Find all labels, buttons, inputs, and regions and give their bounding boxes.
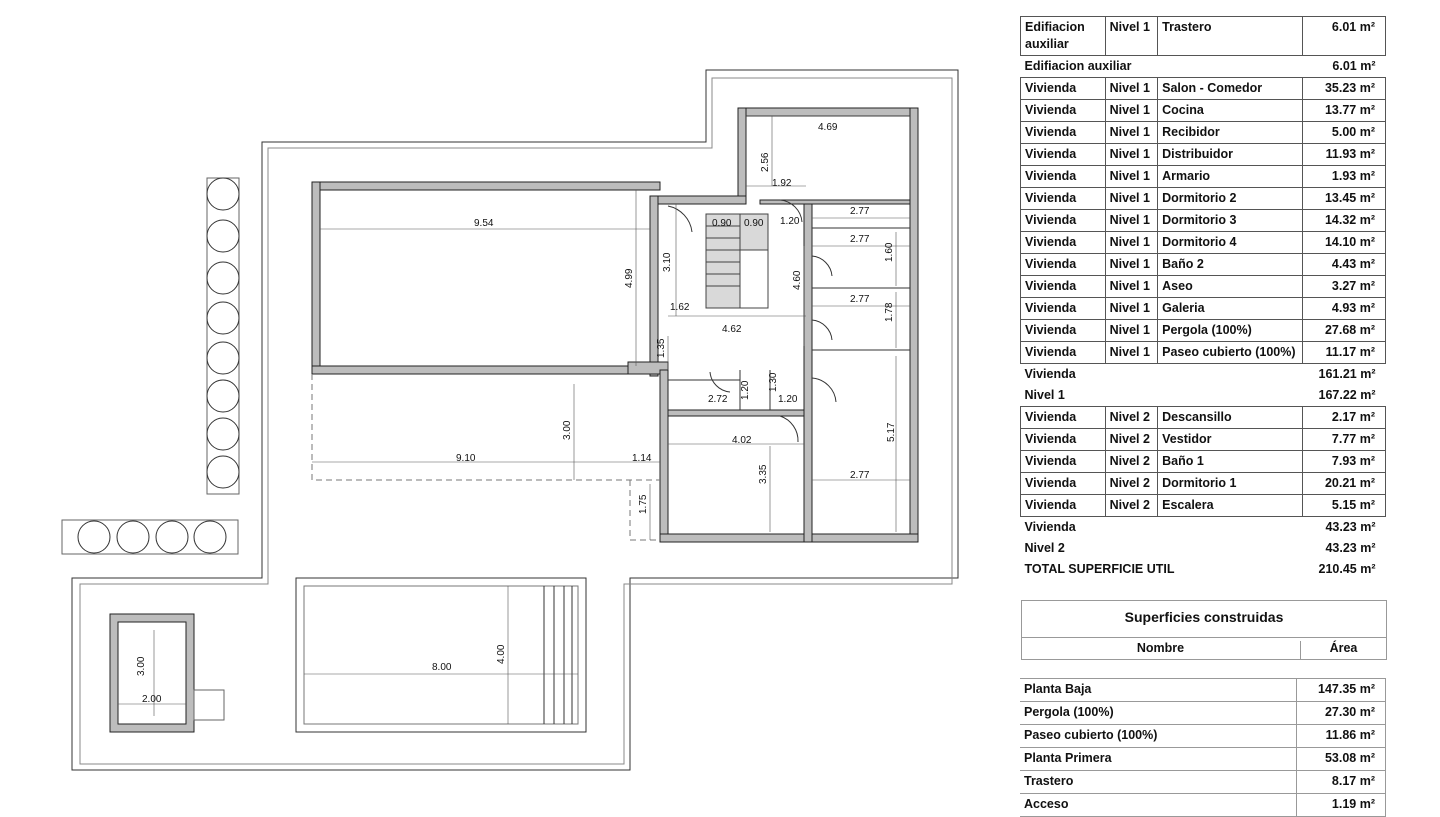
room-level: Nivel 2 <box>1105 429 1158 451</box>
room-area-table <box>1020 16 1386 580</box>
dim-cocina-x: 1.92 <box>772 178 792 189</box>
room-name: Distribuidor <box>1158 144 1303 166</box>
built-name: Planta Primera <box>1020 748 1297 771</box>
summary-label: Vivienda <box>1024 520 1076 534</box>
summary-area: 43.23 m² <box>1325 520 1376 534</box>
summary-label: Vivienda <box>1024 367 1076 381</box>
room-type: Vivienda <box>1021 298 1106 320</box>
room-type: Vivienda <box>1021 78 1106 100</box>
built-area: 11.86 m² <box>1297 725 1386 748</box>
table-row <box>1021 276 1386 298</box>
dim-walk-w: 1.14 <box>632 453 652 464</box>
dim-dorm4-w: 2.77 <box>850 470 870 481</box>
room-area: 5.15 m² <box>1302 495 1385 517</box>
table-row <box>1021 559 1386 580</box>
room-name: Cocina <box>1158 100 1303 122</box>
dim-shed-w: 2.00 <box>142 694 162 705</box>
room-name: Recibidor <box>1158 122 1303 144</box>
table-row <box>1021 320 1386 342</box>
built-area-header <box>1021 600 1387 660</box>
room-area: 7.93 m² <box>1302 451 1385 473</box>
dim-stair-w1: 0.90 <box>712 218 732 229</box>
built-area-title: Superficies construidas <box>1124 609 1284 625</box>
table-row <box>1021 364 1386 386</box>
table-row <box>1021 78 1386 100</box>
summary-label: Nivel 2 <box>1024 541 1065 555</box>
room-type: Vivienda <box>1021 495 1106 517</box>
room-level: Nivel 2 <box>1105 473 1158 495</box>
table-row <box>1020 771 1386 794</box>
room-type: Vivienda <box>1021 254 1106 276</box>
built-name: Trastero <box>1020 771 1297 794</box>
room-area: 1.93 m² <box>1302 166 1385 188</box>
room-area: 14.32 m² <box>1302 210 1385 232</box>
table-row <box>1020 748 1386 771</box>
summary-area: 161.21 m² <box>1318 367 1376 381</box>
dim-pool-h: 4.00 <box>496 644 507 664</box>
dim-dorm4-h: 5.17 <box>886 422 897 442</box>
room-area: 7.77 m² <box>1302 429 1385 451</box>
room-area: 35.23 m² <box>1302 78 1385 100</box>
built-area: 27.30 m² <box>1297 702 1386 725</box>
dim-dist-h: 1.35 <box>656 338 667 358</box>
room-level: Nivel 2 <box>1105 407 1158 429</box>
dim-stair-w2: 0.90 <box>744 218 764 229</box>
terrace-inner-outline <box>80 78 952 764</box>
dim-pool-w: 8.00 <box>432 662 452 673</box>
summary-area: 43.23 m² <box>1325 541 1376 555</box>
table-row <box>1021 232 1386 254</box>
room-level: Nivel 1 <box>1105 188 1158 210</box>
room-type: Vivienda <box>1021 407 1106 429</box>
room-type: Vivienda <box>1021 232 1106 254</box>
room-type: Vivienda <box>1021 144 1106 166</box>
room-area: 14.10 m² <box>1302 232 1385 254</box>
summary-label: Nivel 1 <box>1024 388 1065 402</box>
room-lines <box>668 228 910 410</box>
room-level: Nivel 2 <box>1105 451 1158 473</box>
room-area: 2.17 m² <box>1302 407 1385 429</box>
dim-aseo-w: 2.77 <box>850 294 870 305</box>
dim-pergola-w: 9.10 <box>456 453 476 464</box>
room-level: Nivel 1 <box>1105 232 1158 254</box>
dim-dist-w: 4.62 <box>722 324 742 335</box>
dim-salon-width: 9.54 <box>474 218 494 229</box>
room-type: Vivienda <box>1021 342 1106 364</box>
table-row <box>1021 210 1386 232</box>
built-area: 147.35 m² <box>1297 679 1386 702</box>
table-row <box>1020 725 1386 748</box>
room-name: Aseo <box>1158 276 1303 298</box>
dim-walk-h: 1.75 <box>638 494 649 514</box>
built-name: Acceso <box>1020 794 1297 817</box>
room-name: Pergola (100%) <box>1158 320 1303 342</box>
room-area: 11.93 m² <box>1302 144 1385 166</box>
room-level: Nivel 1 <box>1105 144 1158 166</box>
room-area: 11.17 m² <box>1302 342 1385 364</box>
room-area: 4.43 m² <box>1302 254 1385 276</box>
table-row <box>1021 342 1386 364</box>
table-row <box>1021 144 1386 166</box>
room-level: Nivel 1 <box>1105 166 1158 188</box>
room-name: Salon - Comedor <box>1158 78 1303 100</box>
table-row <box>1020 679 1386 702</box>
room-name: Dormitorio 4 <box>1158 232 1303 254</box>
dim-stair-len: 3.10 <box>662 252 673 272</box>
room-area: 27.68 m² <box>1302 320 1385 342</box>
room-type: Vivienda <box>1021 429 1106 451</box>
room-level: Nivel 1 <box>1105 342 1158 364</box>
table-row <box>1021 385 1386 407</box>
built-name: Pergola (100%) <box>1020 702 1297 725</box>
room-name: Escalera <box>1158 495 1303 517</box>
built-col-name: Nombre <box>1136 641 1185 655</box>
room-level: Nivel 1 <box>1105 17 1158 56</box>
room-area: 5.00 m² <box>1302 122 1385 144</box>
dim-salon-depth: 4.99 <box>624 268 635 288</box>
room-type: Vivienda <box>1021 320 1106 342</box>
room-name: Galeria <box>1158 298 1303 320</box>
room-level: Nivel 1 <box>1105 100 1158 122</box>
built-col-area: Área <box>1300 641 1386 659</box>
dim-cocina-w: 4.69 <box>818 122 838 133</box>
table-row <box>1021 17 1386 56</box>
dimension-lines <box>118 116 910 724</box>
swimming-pool <box>296 578 586 732</box>
room-area: 3.27 m² <box>1302 276 1385 298</box>
dim-d-top-w: 2.77 <box>850 206 870 217</box>
room-type: Vivienda <box>1021 473 1106 495</box>
built-name: Paseo cubierto (100%) <box>1020 725 1297 748</box>
room-name: Dormitorio 1 <box>1158 473 1303 495</box>
terrace-outline <box>72 70 958 770</box>
room-name: Baño 1 <box>1158 451 1303 473</box>
room-type: Vivienda <box>1021 276 1106 298</box>
room-level: Nivel 1 <box>1105 122 1158 144</box>
table-row <box>1020 702 1386 725</box>
room-area: 13.77 m² <box>1302 100 1385 122</box>
hedge-vertical <box>207 178 239 494</box>
room-type: Vivienda <box>1021 210 1106 232</box>
room-type: Vivienda <box>1021 451 1106 473</box>
built-area: 8.17 m² <box>1297 771 1386 794</box>
pergola-outline <box>312 374 660 540</box>
room-type: Vivienda <box>1021 188 1106 210</box>
summary-area: 167.22 m² <box>1318 388 1376 402</box>
room-level: Nivel 1 <box>1105 298 1158 320</box>
room-name: Descansillo <box>1158 407 1303 429</box>
dim-pergola-depth: 3.00 <box>562 420 573 440</box>
dim-b2-h: 1.60 <box>884 242 895 262</box>
built-area: 53.08 m² <box>1297 748 1386 771</box>
table-row <box>1021 56 1386 78</box>
room-area: 6.01 m² <box>1302 17 1385 56</box>
hedge-horizontal <box>62 520 238 554</box>
table-row <box>1021 254 1386 276</box>
built-area-table <box>1020 678 1386 817</box>
room-name: Trastero <box>1158 17 1303 56</box>
dim-dorm2-h: 3.35 <box>758 464 769 484</box>
table-row <box>1021 166 1386 188</box>
table-row <box>1021 122 1386 144</box>
room-level: Nivel 1 <box>1105 254 1158 276</box>
dim-gal-w: 2.72 <box>708 394 728 405</box>
dim-corr-h: 4.60 <box>792 270 803 290</box>
room-type: Vivienda <box>1021 100 1106 122</box>
table-row <box>1021 517 1386 539</box>
table-row <box>1021 188 1386 210</box>
summary-area: 6.01 m² <box>1332 59 1376 73</box>
room-name: Armario <box>1158 166 1303 188</box>
room-name: Baño 2 <box>1158 254 1303 276</box>
room-type: Edifiacion auxiliar <box>1021 17 1106 56</box>
room-level: Nivel 1 <box>1105 78 1158 100</box>
room-area: 4.93 m² <box>1302 298 1385 320</box>
table-row <box>1021 538 1386 559</box>
dim-gal-h: 1.20 <box>740 380 751 400</box>
room-area: 20.21 m² <box>1302 473 1385 495</box>
room-level: Nivel 1 <box>1105 276 1158 298</box>
table-row <box>1021 100 1386 122</box>
table-row <box>1021 298 1386 320</box>
summary-label: TOTAL SUPERFICIE UTIL <box>1024 562 1175 576</box>
room-type: Vivienda <box>1021 166 1106 188</box>
dim-b2-w: 2.77 <box>850 234 870 245</box>
room-name: Vestidor <box>1158 429 1303 451</box>
table-row <box>1021 407 1386 429</box>
room-level: Nivel 2 <box>1105 495 1158 517</box>
built-area: 1.19 m² <box>1297 794 1386 817</box>
table-row <box>1020 794 1386 817</box>
dim-shed-h: 3.00 <box>136 656 147 676</box>
dim-hall-w: 1.20 <box>780 216 800 227</box>
room-level: Nivel 1 <box>1105 320 1158 342</box>
room-name: Dormitorio 3 <box>1158 210 1303 232</box>
built-name: Planta Baja <box>1020 679 1297 702</box>
house-walls <box>312 108 918 542</box>
dim-cocina-h: 2.56 <box>760 152 771 172</box>
dim-dist-len: 1.62 <box>670 302 690 313</box>
table-row <box>1021 495 1386 517</box>
dim-dorm2-w: 4.02 <box>732 435 752 446</box>
room-name: Paseo cubierto (100%) <box>1158 342 1303 364</box>
summary-area: 210.45 m² <box>1318 562 1376 576</box>
table-row <box>1021 473 1386 495</box>
dim-arm-h: 1.30 <box>768 372 779 392</box>
table-row <box>1021 451 1386 473</box>
room-level: Nivel 1 <box>1105 210 1158 232</box>
storage-shed <box>110 614 224 732</box>
room-name: Dormitorio 2 <box>1158 188 1303 210</box>
room-type: Vivienda <box>1021 122 1106 144</box>
summary-label: Edifiacion auxiliar <box>1024 59 1132 73</box>
dim-aseo-h: 1.78 <box>884 302 895 322</box>
room-area: 13.45 m² <box>1302 188 1385 210</box>
dim-arm-w: 1.20 <box>778 394 798 405</box>
table-row <box>1021 429 1386 451</box>
